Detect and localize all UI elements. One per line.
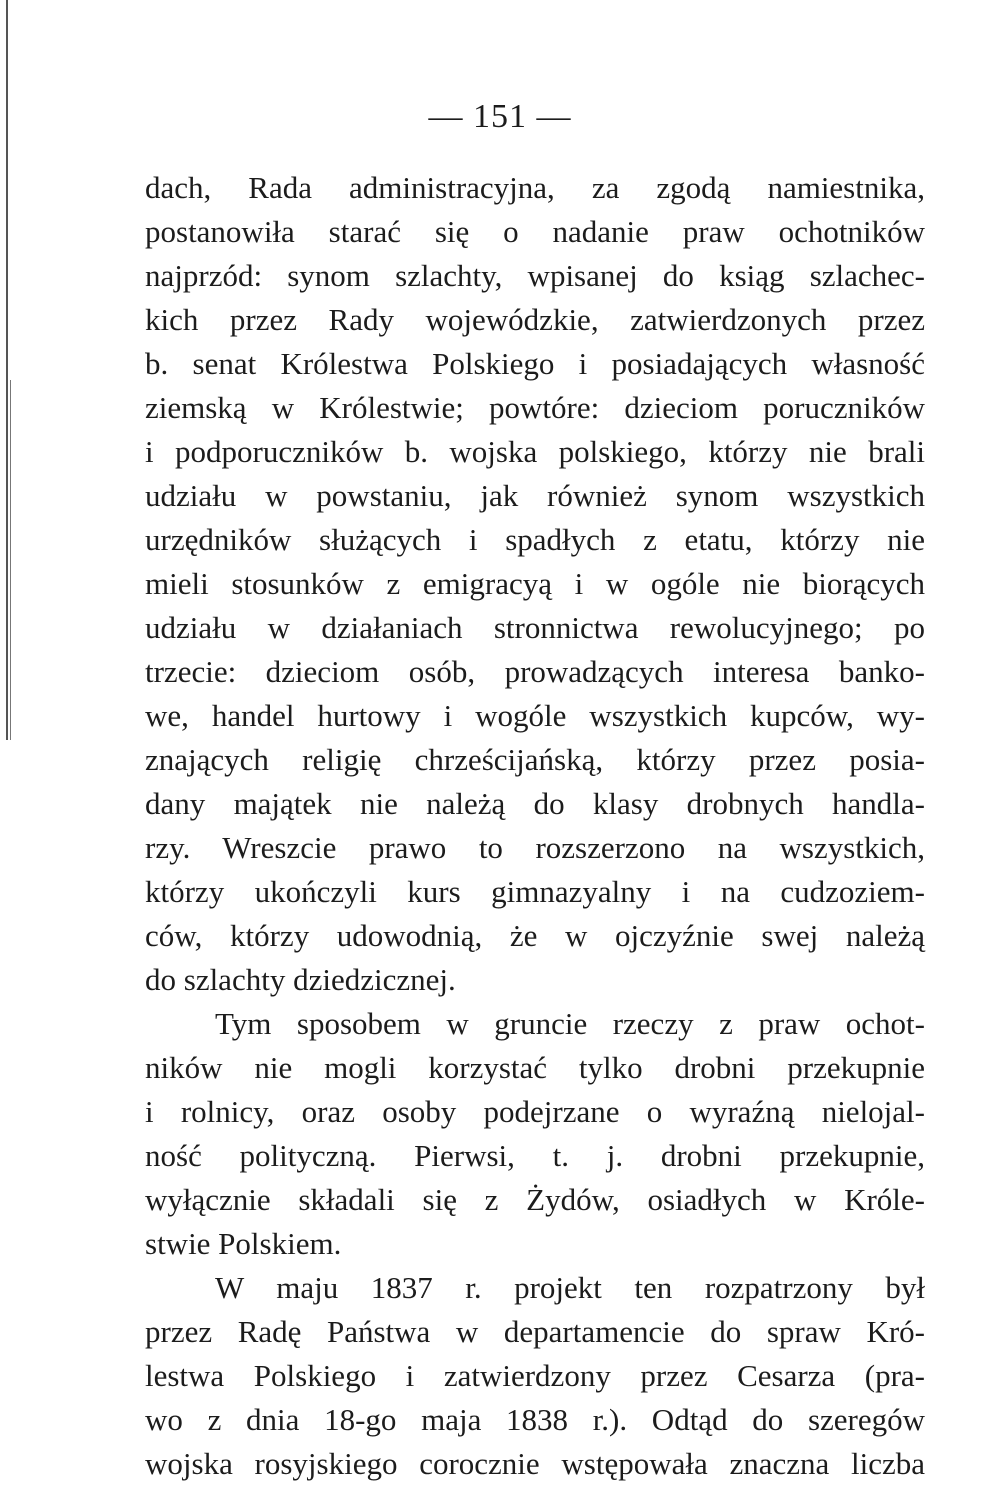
- text-line: najprzód: synom szlachty, wpisanej do ksiąg szlachec-: [145, 258, 925, 293]
- text-line: i podporuczników b. wojska polskiego, którzy nie brali: [145, 434, 925, 469]
- page-number: — 151 —: [428, 98, 572, 135]
- text-line: ność polityczną. Pierwsi, t. j. drobni przekupnie,: [145, 1138, 925, 1173]
- text-line: mieli stosunków z emigracyą i w ogóle nie biorących: [145, 566, 925, 601]
- text-line: rzy. Wreszcie prawo to rozszerzono na wszystkich,: [145, 830, 925, 865]
- text-line: kich przez Rady wojewódzkie, zatwierdzonych przez: [145, 302, 925, 337]
- text-line: przez Radę Państwa w departamencie do spraw Kró-: [145, 1314, 925, 1349]
- text-line: trzecie: dzieciom osób, prowadzących interesa banko-: [145, 654, 925, 689]
- text-line: we, handel hurtowy i wogóle wszystkich kupców, wy-: [145, 698, 925, 733]
- text-line: urzędników służących i spadłych z etatu, którzy nie: [145, 522, 925, 557]
- text-line: którzy ukończyli kurs gimnazyalny i na cudzoziem-: [145, 874, 925, 909]
- text-line: dach, Rada administracyjna, za zgodą namiestnika,: [145, 170, 925, 205]
- text-line: W maju 1837 r. projekt ten rozpatrzony był: [215, 1270, 925, 1305]
- text-line: ników nie mogli korzystać tylko drobni przekupnie: [145, 1050, 925, 1085]
- text-line: i rolnicy, oraz osoby podejrzane o wyraźną nielojal-: [145, 1094, 925, 1129]
- text-line: wo z dnia 18-go maja 1838 r.). Odtąd do szeregów: [145, 1402, 925, 1437]
- text-line: dany majątek nie należą do klasy drobnych handla-: [145, 786, 925, 821]
- text-line: ziemską w Królestwie; powtóre: dzieciom poruczników: [145, 390, 925, 425]
- text-line: b. senat Królestwa Polskiego i posiadających własność: [145, 346, 925, 381]
- text-line: Tym sposobem w gruncie rzeczy z praw ochot-: [215, 1006, 925, 1041]
- text-line: wyłącznie składali się z Żydów, osiadłych w Króle-: [145, 1182, 925, 1217]
- text-line: ców, którzy udowodnią, że w ojczyźnie swej należą: [145, 918, 925, 953]
- text-line: do szlachty dziedzicznej.: [145, 962, 456, 997]
- text-line: znających religię chrześcijańską, którzy przez posia-: [145, 742, 925, 777]
- text-line: udziału w powstaniu, jak również synom wszystkich: [145, 478, 925, 513]
- text-line: wojska rosyjskiego corocznie wstępowała znaczna liczba: [145, 1446, 925, 1481]
- text-line: postanowiła starać się o nadanie praw ochotników: [145, 214, 925, 249]
- text-line: udziału w działaniach stronnictwa rewolucyjnego; po: [145, 610, 925, 645]
- binding-edge-line-inner: [10, 380, 11, 740]
- body-text: [145, 166, 925, 1486]
- text-line: stwie Polskiem.: [145, 1226, 342, 1261]
- text-line: lestwa Polskiego i zatwierdzony przez Cesarza (pra-: [145, 1358, 925, 1393]
